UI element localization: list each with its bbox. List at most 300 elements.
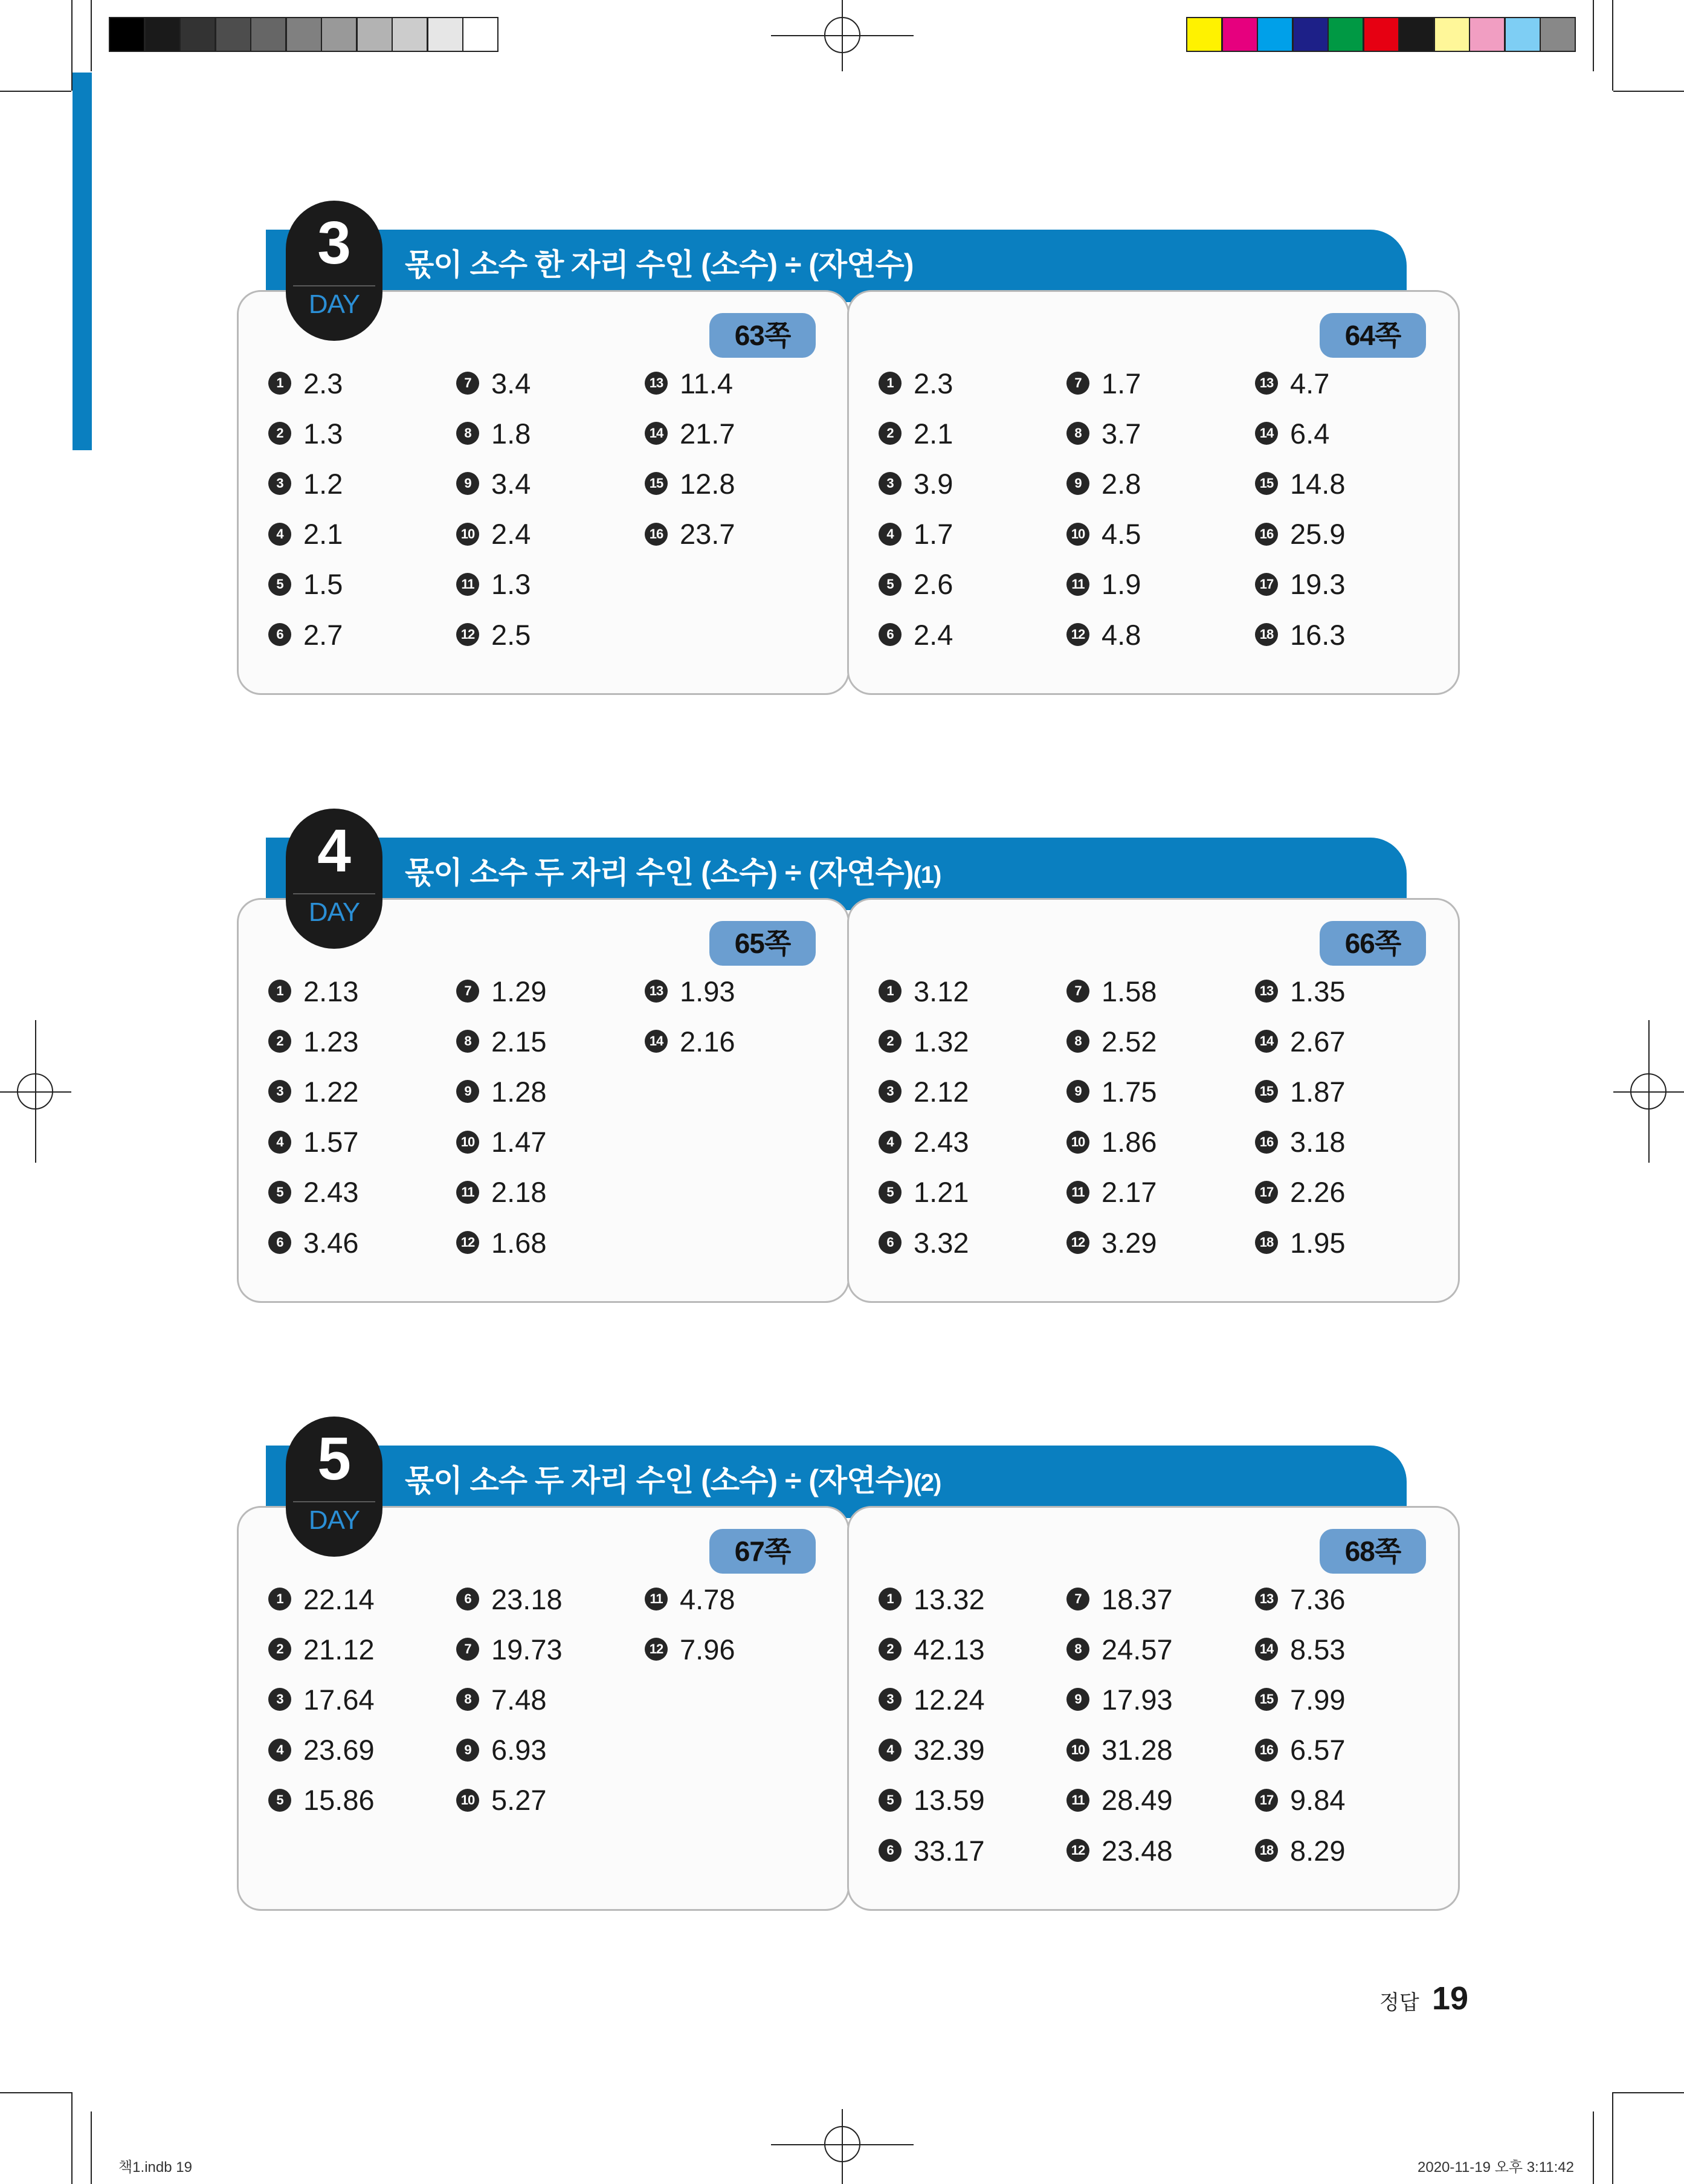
answer-item bbox=[645, 516, 735, 552]
answer-item bbox=[645, 1631, 735, 1667]
item-number-badge: 9 bbox=[456, 1080, 479, 1103]
item-number-badge: 18 bbox=[1255, 1231, 1278, 1254]
answer-item bbox=[1066, 1732, 1173, 1768]
answer-item bbox=[645, 365, 733, 401]
answer-value: 1.87 bbox=[1290, 1075, 1346, 1108]
answer-value: 1.29 bbox=[491, 975, 547, 1007]
answer-item bbox=[879, 465, 953, 502]
answer-item bbox=[456, 1581, 563, 1617]
item-number-badge: 10 bbox=[456, 1789, 479, 1812]
answer-item bbox=[456, 1631, 563, 1667]
item-number-badge: 14 bbox=[645, 1030, 668, 1053]
answer-value: 2.43 bbox=[303, 1176, 359, 1209]
answer-item bbox=[1066, 1124, 1157, 1160]
day-label: DAY bbox=[308, 897, 360, 927]
answer-item bbox=[456, 1073, 546, 1110]
answer-value: 8.53 bbox=[1290, 1633, 1346, 1665]
answer-item bbox=[645, 465, 735, 502]
item-number-badge: 16 bbox=[1255, 1739, 1278, 1762]
answer-value: 16.3 bbox=[1290, 618, 1346, 651]
answer-item bbox=[1255, 1631, 1345, 1667]
item-number-badge: 8 bbox=[456, 422, 479, 445]
crop-mark bbox=[71, 2092, 73, 2184]
answer-item bbox=[456, 566, 531, 603]
gray-swatch bbox=[179, 17, 216, 52]
answer-value: 1.57 bbox=[303, 1126, 359, 1158]
answer-value: 33.17 bbox=[914, 1834, 985, 1867]
answer-item bbox=[268, 516, 343, 552]
answer-value: 4.8 bbox=[1102, 618, 1141, 651]
item-number-badge: 3 bbox=[268, 472, 291, 495]
answer-item bbox=[456, 465, 531, 502]
item-number-badge: 13 bbox=[1255, 372, 1278, 395]
item-number-badge: 16 bbox=[1255, 1131, 1278, 1154]
answer-value: 1.7 bbox=[914, 518, 953, 551]
item-number-badge: 8 bbox=[1066, 422, 1089, 445]
item-number-badge: 2 bbox=[268, 1638, 291, 1661]
gray-swatch bbox=[109, 17, 145, 52]
answer-value: 1.58 bbox=[1102, 975, 1157, 1007]
answer-value: 21.12 bbox=[303, 1633, 375, 1665]
day-number: 5 bbox=[317, 1425, 351, 1493]
answer-value: 1.7 bbox=[1102, 367, 1141, 399]
answer-value: 23.7 bbox=[680, 518, 735, 551]
item-number-badge: 8 bbox=[456, 1688, 479, 1711]
answer-value: 2.16 bbox=[680, 1025, 735, 1058]
item-number-badge: 8 bbox=[456, 1030, 479, 1053]
answer-item bbox=[1066, 1832, 1173, 1869]
color-swatch bbox=[1469, 17, 1505, 52]
item-number-badge: 2 bbox=[879, 1030, 902, 1053]
item-number-badge: 7 bbox=[456, 1638, 479, 1661]
answer-value: 2.43 bbox=[914, 1126, 969, 1158]
answer-item bbox=[879, 415, 953, 451]
answer-item bbox=[1255, 616, 1345, 653]
answer-item bbox=[879, 516, 953, 552]
answer-item bbox=[879, 1224, 969, 1261]
item-number-badge: 5 bbox=[268, 1789, 291, 1812]
answer-value: 3.12 bbox=[914, 975, 969, 1007]
color-swatch bbox=[1505, 17, 1541, 52]
answer-item bbox=[268, 1224, 358, 1261]
answer-value: 4.78 bbox=[680, 1583, 735, 1615]
section-title-text: 몫이 소수 한 자리 수인 (소수) ÷ (자연수) bbox=[405, 248, 914, 282]
item-number-badge: 14 bbox=[1255, 1638, 1278, 1661]
answer-value: 12.24 bbox=[914, 1683, 985, 1716]
item-number-badge: 2 bbox=[268, 422, 291, 445]
gray-swatch bbox=[215, 17, 251, 52]
item-number-badge: 3 bbox=[268, 1080, 291, 1103]
answer-value: 2.3 bbox=[303, 367, 343, 399]
item-number-badge: 6 bbox=[268, 1231, 291, 1254]
answer-value: 3.7 bbox=[1102, 417, 1141, 450]
gray-swatch bbox=[392, 17, 428, 52]
crop-mark bbox=[0, 91, 71, 92]
registration-mark bbox=[824, 2126, 860, 2162]
answer-key-label: 정답 bbox=[1379, 1991, 1419, 2014]
answer-value: 3.9 bbox=[914, 467, 953, 500]
item-number-badge: 1 bbox=[268, 980, 291, 1003]
answer-item bbox=[456, 1023, 546, 1059]
answer-item bbox=[1255, 1174, 1345, 1210]
day-badge bbox=[286, 1417, 382, 1557]
answer-item bbox=[456, 616, 531, 653]
answer-value: 2.13 bbox=[303, 975, 359, 1007]
answer-item bbox=[1255, 973, 1345, 1009]
answer-item bbox=[879, 973, 969, 1009]
item-number-badge: 15 bbox=[645, 472, 668, 495]
day-label: DAY bbox=[308, 1505, 360, 1535]
answer-item bbox=[268, 415, 343, 451]
answer-value: 2.8 bbox=[1102, 467, 1141, 500]
item-number-badge: 4 bbox=[879, 1739, 902, 1762]
answer-item bbox=[456, 516, 531, 552]
item-number-badge: 11 bbox=[456, 1181, 479, 1204]
item-number-badge: 6 bbox=[879, 623, 902, 646]
crop-mark bbox=[91, 0, 92, 71]
answer-value: 3.4 bbox=[491, 467, 531, 500]
answer-item bbox=[268, 1023, 358, 1059]
color-swatch bbox=[1363, 17, 1399, 52]
answer-item bbox=[1066, 1631, 1173, 1667]
item-number-badge: 15 bbox=[1255, 472, 1278, 495]
item-number-badge: 11 bbox=[645, 1588, 668, 1611]
answer-item bbox=[1066, 566, 1141, 603]
answer-item bbox=[1255, 1581, 1345, 1617]
answer-item bbox=[268, 1581, 375, 1617]
item-number-badge: 6 bbox=[879, 1839, 902, 1862]
item-number-badge: 6 bbox=[879, 1231, 902, 1254]
answer-value: 2.26 bbox=[1290, 1176, 1346, 1209]
answer-item bbox=[1255, 465, 1345, 502]
item-number-badge: 5 bbox=[879, 1181, 902, 1204]
item-number-badge: 3 bbox=[879, 472, 902, 495]
gray-swatch bbox=[356, 17, 393, 52]
answer-item bbox=[268, 365, 343, 401]
item-number-badge: 2 bbox=[879, 1638, 902, 1661]
answer-value: 2.18 bbox=[491, 1176, 547, 1209]
answer-value: 2.5 bbox=[491, 618, 531, 651]
answer-value: 13.59 bbox=[914, 1784, 985, 1817]
section-title-text: 몫이 소수 두 자리 수인 (소수) ÷ (자연수) bbox=[405, 1464, 914, 1497]
answer-item bbox=[1066, 415, 1141, 451]
answer-item bbox=[1255, 1832, 1345, 1869]
color-swatch bbox=[1222, 17, 1258, 52]
answer-item bbox=[456, 1174, 546, 1210]
day-badge-divider bbox=[293, 893, 375, 894]
answer-item bbox=[645, 973, 735, 1009]
answer-item bbox=[456, 1224, 546, 1261]
answer-value: 1.5 bbox=[303, 568, 343, 601]
section-title-suffix: (2) bbox=[913, 1470, 941, 1496]
answer-value: 2.12 bbox=[914, 1075, 969, 1108]
answer-value: 3.46 bbox=[303, 1226, 359, 1259]
item-number-badge: 7 bbox=[1066, 1588, 1089, 1611]
day-badge bbox=[286, 809, 382, 949]
page-label: 68쪽 bbox=[1320, 1529, 1426, 1574]
answer-value: 5.27 bbox=[491, 1784, 547, 1817]
item-number-badge: 12 bbox=[1066, 1839, 1089, 1862]
item-number-badge: 8 bbox=[1066, 1638, 1089, 1661]
item-number-badge: 5 bbox=[879, 573, 902, 596]
gray-swatch bbox=[321, 17, 357, 52]
item-number-badge: 7 bbox=[456, 980, 479, 1003]
item-number-badge: 1 bbox=[268, 372, 291, 395]
page-label: 63쪽 bbox=[709, 313, 816, 358]
item-number-badge: 5 bbox=[268, 573, 291, 596]
answer-item bbox=[1066, 973, 1157, 1009]
answer-item bbox=[268, 1681, 375, 1717]
day-badge-divider bbox=[293, 1501, 375, 1502]
item-number-badge: 3 bbox=[879, 1688, 902, 1711]
answer-item bbox=[1255, 415, 1329, 451]
answer-value: 28.49 bbox=[1102, 1784, 1173, 1817]
answer-item bbox=[268, 1732, 375, 1768]
gray-swatch bbox=[427, 17, 463, 52]
answer-value: 1.75 bbox=[1102, 1075, 1157, 1108]
answer-value: 2.1 bbox=[303, 518, 343, 551]
answer-value: 1.8 bbox=[491, 417, 531, 450]
color-swatch bbox=[1257, 17, 1293, 52]
answer-value: 2.67 bbox=[1290, 1025, 1346, 1058]
answer-value: 7.99 bbox=[1290, 1683, 1346, 1716]
gray-swatch bbox=[250, 17, 286, 52]
answer-item bbox=[879, 1581, 985, 1617]
answer-item bbox=[879, 616, 953, 653]
answer-value: 2.7 bbox=[303, 618, 343, 651]
answer-value: 1.3 bbox=[491, 568, 531, 601]
print-slug-file: 책1.indb 19 bbox=[118, 2159, 192, 2176]
item-number-badge: 1 bbox=[879, 1588, 902, 1611]
answer-item bbox=[268, 1631, 375, 1667]
answer-item bbox=[1066, 465, 1141, 502]
item-number-badge: 8 bbox=[1066, 1030, 1089, 1053]
answer-value: 4.7 bbox=[1290, 367, 1330, 399]
page-label: 66쪽 bbox=[1320, 921, 1426, 966]
answer-value: 1.9 bbox=[1102, 568, 1141, 601]
answer-value: 6.4 bbox=[1290, 417, 1330, 450]
item-number-badge: 14 bbox=[1255, 422, 1278, 445]
item-number-badge: 4 bbox=[268, 1131, 291, 1154]
answer-item bbox=[456, 1124, 546, 1160]
item-number-badge: 9 bbox=[456, 1739, 479, 1762]
item-number-badge: 17 bbox=[1255, 1181, 1278, 1204]
item-number-badge: 1 bbox=[268, 1588, 291, 1611]
answer-item bbox=[1066, 1073, 1157, 1110]
color-swatch bbox=[1434, 17, 1470, 52]
answer-item bbox=[879, 1732, 985, 1768]
answer-value: 12.8 bbox=[680, 467, 735, 500]
answer-value: 2.6 bbox=[914, 568, 953, 601]
item-number-badge: 5 bbox=[879, 1789, 902, 1812]
section-title bbox=[405, 241, 913, 284]
item-number-badge: 10 bbox=[1066, 523, 1089, 546]
answer-value: 7.48 bbox=[491, 1683, 547, 1716]
answer-item bbox=[879, 1782, 985, 1818]
registration-mark bbox=[17, 1073, 53, 1110]
item-number-badge: 6 bbox=[268, 623, 291, 646]
answer-item bbox=[1066, 616, 1141, 653]
answer-item bbox=[1066, 1681, 1173, 1717]
answer-value: 2.17 bbox=[1102, 1176, 1157, 1209]
item-number-badge: 7 bbox=[1066, 372, 1089, 395]
item-number-badge: 13 bbox=[1255, 1588, 1278, 1611]
answer-value: 2.52 bbox=[1102, 1025, 1157, 1058]
page-label: 67쪽 bbox=[709, 1529, 816, 1574]
answer-value: 2.15 bbox=[491, 1025, 547, 1058]
answer-value: 2.4 bbox=[914, 618, 953, 651]
answer-item bbox=[1066, 1224, 1157, 1261]
answer-item bbox=[456, 1782, 546, 1818]
item-number-badge: 4 bbox=[879, 1131, 902, 1154]
answer-value: 17.64 bbox=[303, 1683, 375, 1716]
item-number-badge: 11 bbox=[1066, 1181, 1089, 1204]
page-label: 64쪽 bbox=[1320, 313, 1426, 358]
item-number-badge: 9 bbox=[1066, 472, 1089, 495]
item-number-badge: 15 bbox=[1255, 1080, 1278, 1103]
section-title bbox=[405, 848, 941, 892]
item-number-badge: 18 bbox=[1255, 623, 1278, 646]
item-number-badge: 4 bbox=[268, 1739, 291, 1762]
answer-item bbox=[1066, 1023, 1157, 1059]
answer-value: 1.95 bbox=[1290, 1226, 1346, 1259]
answer-item bbox=[1255, 516, 1345, 552]
answer-value: 19.73 bbox=[491, 1633, 563, 1665]
answer-item bbox=[456, 1681, 546, 1717]
item-number-badge: 10 bbox=[456, 523, 479, 546]
answer-value: 4.5 bbox=[1102, 518, 1141, 551]
answer-value: 21.7 bbox=[680, 417, 735, 450]
item-number-badge: 13 bbox=[645, 372, 668, 395]
answer-item bbox=[1066, 1782, 1173, 1818]
item-number-badge: 11 bbox=[1066, 573, 1089, 596]
answer-value: 19.3 bbox=[1290, 568, 1346, 601]
answer-value: 32.39 bbox=[914, 1734, 985, 1766]
item-number-badge: 10 bbox=[456, 1131, 479, 1154]
gray-swatch bbox=[286, 17, 322, 52]
answer-item bbox=[1066, 1581, 1173, 1617]
item-number-badge: 7 bbox=[1066, 980, 1089, 1003]
item-number-badge: 1 bbox=[879, 372, 902, 395]
answer-item bbox=[879, 365, 953, 401]
answer-item bbox=[879, 1631, 985, 1667]
answer-value: 2.4 bbox=[491, 518, 531, 551]
answer-value: 1.2 bbox=[303, 467, 343, 500]
answer-value: 3.32 bbox=[914, 1226, 969, 1259]
answer-item bbox=[268, 616, 343, 653]
answer-value: 1.86 bbox=[1102, 1126, 1157, 1158]
item-number-badge: 13 bbox=[1255, 980, 1278, 1003]
answer-item bbox=[645, 415, 735, 451]
answer-item bbox=[1255, 1124, 1345, 1160]
item-number-badge: 3 bbox=[268, 1688, 291, 1711]
answer-item bbox=[268, 566, 343, 603]
answer-item bbox=[1066, 1174, 1157, 1210]
answer-item bbox=[1255, 1732, 1345, 1768]
answer-item bbox=[456, 415, 531, 451]
gray-swatch bbox=[144, 17, 181, 52]
item-number-badge: 10 bbox=[1066, 1739, 1089, 1762]
answer-value: 23.18 bbox=[491, 1583, 563, 1615]
color-swatch bbox=[1540, 17, 1576, 52]
answer-value: 42.13 bbox=[914, 1633, 985, 1665]
item-number-badge: 9 bbox=[1066, 1080, 1089, 1103]
answer-item bbox=[1255, 1681, 1345, 1717]
answer-item bbox=[1066, 365, 1141, 401]
answer-item bbox=[645, 1023, 735, 1059]
item-number-badge: 12 bbox=[1066, 1231, 1089, 1254]
color-swatch bbox=[1328, 17, 1364, 52]
answer-item bbox=[879, 1124, 969, 1160]
item-number-badge: 2 bbox=[879, 422, 902, 445]
registration-mark bbox=[1630, 1073, 1666, 1110]
answer-value: 8.29 bbox=[1290, 1834, 1346, 1867]
answer-value: 23.48 bbox=[1102, 1834, 1173, 1867]
crop-mark bbox=[1593, 2111, 1594, 2184]
answer-value: 7.36 bbox=[1290, 1583, 1346, 1615]
page-label: 65쪽 bbox=[709, 921, 816, 966]
crop-mark bbox=[1593, 0, 1594, 71]
page-number: 19 bbox=[1432, 1980, 1469, 2017]
answer-item bbox=[268, 1073, 358, 1110]
answer-value: 25.9 bbox=[1290, 518, 1346, 551]
item-number-badge: 14 bbox=[645, 422, 668, 445]
answer-item bbox=[879, 1073, 969, 1110]
answer-value: 2.1 bbox=[914, 417, 953, 450]
answer-value: 1.47 bbox=[491, 1126, 547, 1158]
answer-item bbox=[1255, 1224, 1345, 1261]
item-number-badge: 4 bbox=[268, 523, 291, 546]
answer-item bbox=[268, 1124, 358, 1160]
crop-mark bbox=[1613, 2092, 1684, 2093]
print-slug-timestamp: 2020-11-19 오후 3:11:42 bbox=[1418, 2159, 1574, 2176]
section-title-text: 몫이 소수 두 자리 수인 (소수) ÷ (자연수) bbox=[405, 856, 914, 890]
crop-mark bbox=[1612, 0, 1613, 91]
day-badge bbox=[286, 201, 382, 341]
answer-item bbox=[1066, 516, 1141, 552]
answer-value: 11.4 bbox=[680, 367, 733, 399]
item-number-badge: 9 bbox=[456, 472, 479, 495]
color-swatch bbox=[1292, 17, 1329, 52]
color-swatch bbox=[1398, 17, 1434, 52]
item-number-badge: 11 bbox=[1066, 1789, 1089, 1812]
answer-value: 15.86 bbox=[303, 1784, 375, 1817]
item-number-badge: 13 bbox=[645, 980, 668, 1003]
day-badge-divider bbox=[293, 285, 375, 286]
item-number-badge: 11 bbox=[456, 573, 479, 596]
item-number-badge: 17 bbox=[1255, 573, 1278, 596]
answer-item bbox=[879, 1174, 969, 1210]
crop-mark bbox=[91, 2111, 92, 2184]
answer-item bbox=[268, 1174, 358, 1210]
answer-value: 23.69 bbox=[303, 1734, 375, 1766]
item-number-badge: 12 bbox=[456, 1231, 479, 1254]
item-number-badge: 16 bbox=[645, 523, 668, 546]
answer-item bbox=[268, 1782, 375, 1818]
item-number-badge: 16 bbox=[1255, 523, 1278, 546]
answer-value: 1.23 bbox=[303, 1025, 359, 1058]
answer-value: 13.32 bbox=[914, 1583, 985, 1615]
answer-value: 14.8 bbox=[1290, 467, 1346, 500]
answer-item bbox=[1255, 566, 1345, 603]
item-number-badge: 6 bbox=[456, 1588, 479, 1611]
answer-item bbox=[456, 973, 546, 1009]
item-number-badge: 7 bbox=[456, 372, 479, 395]
gray-swatch bbox=[462, 17, 498, 52]
answer-value: 1.28 bbox=[491, 1075, 547, 1108]
answer-value: 2.3 bbox=[914, 367, 953, 399]
answer-item bbox=[645, 1581, 735, 1617]
